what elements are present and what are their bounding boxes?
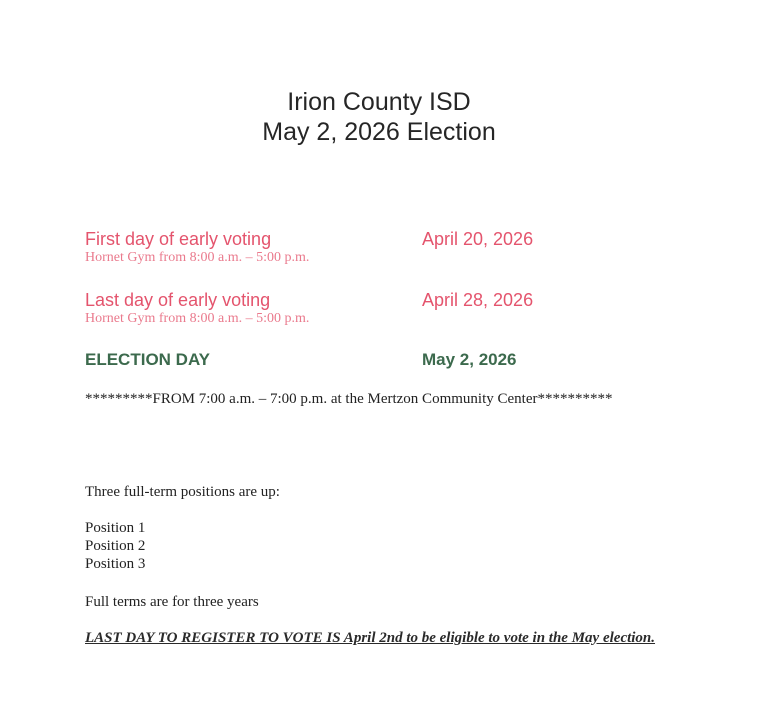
position-item: Position 3 [85,556,146,572]
first-early-voting-date: April 20, 2026 [422,229,534,249]
election-title: May 2, 2026 Election [262,118,496,146]
last-early-voting-location: Hornet Gym from 8:00 a.m. – 5:00 p.m. [85,311,310,326]
last-early-voting-label: Last day of early voting [85,290,271,310]
document-title: Irion County ISD [287,88,471,116]
election-day-details: *********FROM 7:00 a.m. – 7:00 p.m. at the Mertzon Community Center********** [85,391,613,407]
positions-intro: Three full-term positions are up: [85,484,280,500]
position-item: Position 1 [85,520,146,536]
first-early-voting-label: First day of early voting [85,229,272,249]
term-note: Full terms are for three years [85,594,259,610]
position-item: Position 2 [85,538,146,554]
election-day-date: May 2, 2026 [422,350,517,369]
first-early-voting-location: Hornet Gym from 8:00 a.m. – 5:00 p.m. [85,250,310,265]
election-day-label: ELECTION DAY [85,350,211,369]
registration-deadline-notice: LAST DAY TO REGISTER TO VOTE IS April 2nd to be eligible to vote in the May election. [85,630,656,646]
last-early-voting-date: April 28, 2026 [422,290,534,310]
